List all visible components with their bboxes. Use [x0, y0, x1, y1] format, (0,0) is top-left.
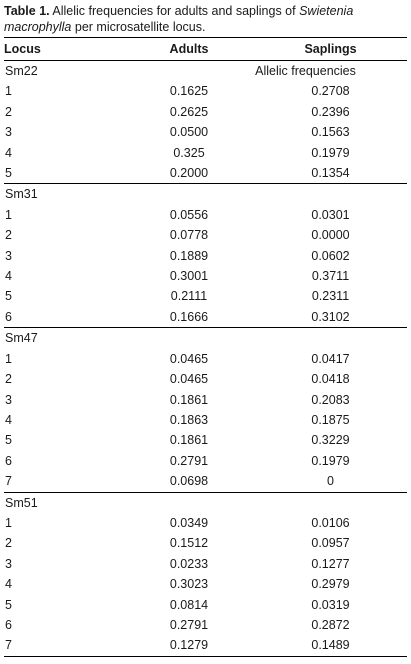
saplings-value: 0.1875	[311, 412, 350, 427]
table-row	[4, 513, 407, 533]
saplings-value: 0.1563	[311, 125, 350, 140]
adults-value: 0.0465	[169, 351, 209, 366]
locus-group-row	[4, 61, 407, 82]
caption-label: Table 1.	[4, 4, 50, 18]
saplings-value: 0.3711	[311, 269, 350, 284]
allele-index: 7	[5, 638, 12, 653]
table-row	[4, 266, 407, 286]
saplings-value: 0.0301	[311, 207, 350, 222]
adults-value: 0.1625	[169, 84, 209, 99]
table-row	[4, 225, 407, 245]
allele-index: 7	[5, 474, 12, 489]
allele-index: 5	[5, 166, 12, 181]
caption-text: Allelic frequencies for adults and saplings of	[49, 4, 300, 18]
table-row	[4, 635, 407, 655]
saplings-value: 0.0319	[311, 597, 350, 612]
table-row	[4, 471, 407, 492]
saplings-value: 0.3229	[311, 433, 350, 448]
allele-index: 3	[5, 556, 12, 571]
table-row	[4, 390, 407, 410]
table-row	[4, 430, 407, 450]
caption-species: Swietenia macrophylla	[4, 4, 354, 34]
table-row	[4, 533, 407, 553]
saplings-value: 0.0000	[311, 228, 350, 243]
adults-value: 0.0556	[169, 207, 209, 222]
table-row	[4, 102, 407, 122]
allele-index: 4	[5, 412, 12, 427]
saplings-value: 0.2979	[311, 577, 350, 592]
bottom-rule	[4, 656, 407, 657]
adults-value: 0.1863	[169, 412, 209, 427]
adults-value: 0.1279	[169, 638, 209, 653]
saplings-value: 0.2396	[311, 104, 350, 119]
table-row	[4, 205, 407, 225]
adults-value: 0.2625	[169, 104, 209, 119]
locus-group-row	[4, 328, 407, 349]
adults-value: 0.1861	[169, 392, 209, 407]
saplings-value: 0.2872	[311, 617, 350, 632]
table-row	[4, 81, 407, 101]
table-row	[4, 574, 407, 594]
adults-value: 0.3023	[169, 577, 209, 592]
adults-value: 0.0233	[169, 556, 209, 571]
table-row	[4, 451, 407, 471]
saplings-value: 0	[327, 474, 334, 489]
allele-index: 5	[5, 597, 12, 612]
allele-index: 4	[5, 269, 12, 284]
allele-index: 3	[5, 248, 12, 263]
locus-note	[124, 328, 407, 349]
adults-value: 0.0465	[169, 372, 209, 387]
locus-note	[124, 492, 407, 513]
saplings-value: 0.1489	[311, 638, 350, 653]
saplings-value: 0.2311	[311, 289, 350, 304]
saplings-value: 0.1277	[311, 556, 350, 571]
header-locus: Locus	[4, 42, 41, 56]
table-row	[4, 163, 407, 184]
adults-value: 0.1666	[169, 309, 209, 324]
table-row	[4, 369, 407, 389]
header-adults: Adults	[169, 42, 209, 56]
locus-name: Sm31	[4, 184, 124, 205]
locus-group-row	[4, 492, 407, 513]
saplings-value: 0.1979	[311, 145, 350, 160]
locus-name: Sm22	[5, 64, 38, 78]
header-saplings: Saplings	[304, 42, 357, 56]
locus-name: Sm51	[4, 492, 124, 513]
allele-index: 2	[5, 104, 12, 119]
adults-value: 0.1861	[169, 433, 209, 448]
table-row	[4, 410, 407, 430]
adults-value: 0.2000	[169, 166, 209, 181]
allele-index: 2	[5, 228, 12, 243]
caption-text-end: per microsatellite locus.	[71, 20, 206, 34]
allele-index: 3	[5, 392, 12, 407]
adults-value: 0.1889	[169, 248, 209, 263]
table-row	[4, 143, 407, 163]
locus-name: Sm47	[4, 328, 124, 349]
adults-value: 0.1512	[169, 536, 209, 551]
allele-index: 4	[5, 145, 12, 160]
allele-index: 5	[5, 289, 12, 304]
saplings-value: 0.2708	[311, 84, 350, 99]
saplings-value: 0.0602	[311, 248, 350, 263]
allele-index: 5	[5, 433, 12, 448]
saplings-value: 0.0957	[311, 536, 350, 551]
saplings-value: 0.2083	[311, 392, 350, 407]
table-row	[4, 307, 407, 328]
table-row	[4, 246, 407, 266]
locus-group-row	[4, 184, 407, 205]
allele-index: 1	[5, 207, 12, 222]
table-row	[4, 615, 407, 635]
adults-value: 0.2111	[170, 289, 208, 304]
allele-index: 1	[5, 515, 12, 530]
adults-value: 0.0814	[169, 597, 209, 612]
saplings-value: 0.0106	[311, 515, 350, 530]
saplings-value: 0.0418	[311, 372, 350, 387]
allele-index: 1	[5, 351, 12, 366]
adults-value: 0.325	[173, 145, 205, 160]
allele-index: 6	[5, 453, 12, 468]
table-row	[4, 122, 407, 142]
frequency-table	[4, 38, 407, 656]
table-row	[4, 286, 407, 306]
adults-value: 0.0698	[169, 474, 209, 489]
table-row	[4, 554, 407, 574]
locus-note	[124, 184, 407, 205]
adults-value: 0.2791	[169, 453, 209, 468]
allele-index: 1	[5, 84, 12, 99]
saplings-value: 0.1354	[311, 166, 350, 181]
allele-index: 3	[5, 125, 12, 140]
allele-index: 4	[5, 577, 12, 592]
header-row	[4, 38, 407, 61]
table-row	[4, 349, 407, 369]
adults-value: 0.0500	[169, 125, 209, 140]
locus-note: Allelic frequencies	[255, 64, 356, 78]
table-caption	[4, 0, 407, 35]
adults-value: 0.2791	[169, 617, 209, 632]
allele-index: 6	[5, 309, 12, 324]
adults-value: 0.3001	[169, 269, 209, 284]
adults-value: 0.0349	[169, 515, 209, 530]
table-row	[4, 595, 407, 615]
allele-index: 6	[5, 617, 12, 632]
saplings-value: 0.1979	[311, 453, 350, 468]
saplings-value: 0.3102	[311, 309, 350, 324]
allele-index: 2	[5, 372, 12, 387]
adults-value: 0.0778	[169, 228, 209, 243]
allele-index: 2	[5, 536, 12, 551]
saplings-value: 0.0417	[311, 351, 350, 366]
